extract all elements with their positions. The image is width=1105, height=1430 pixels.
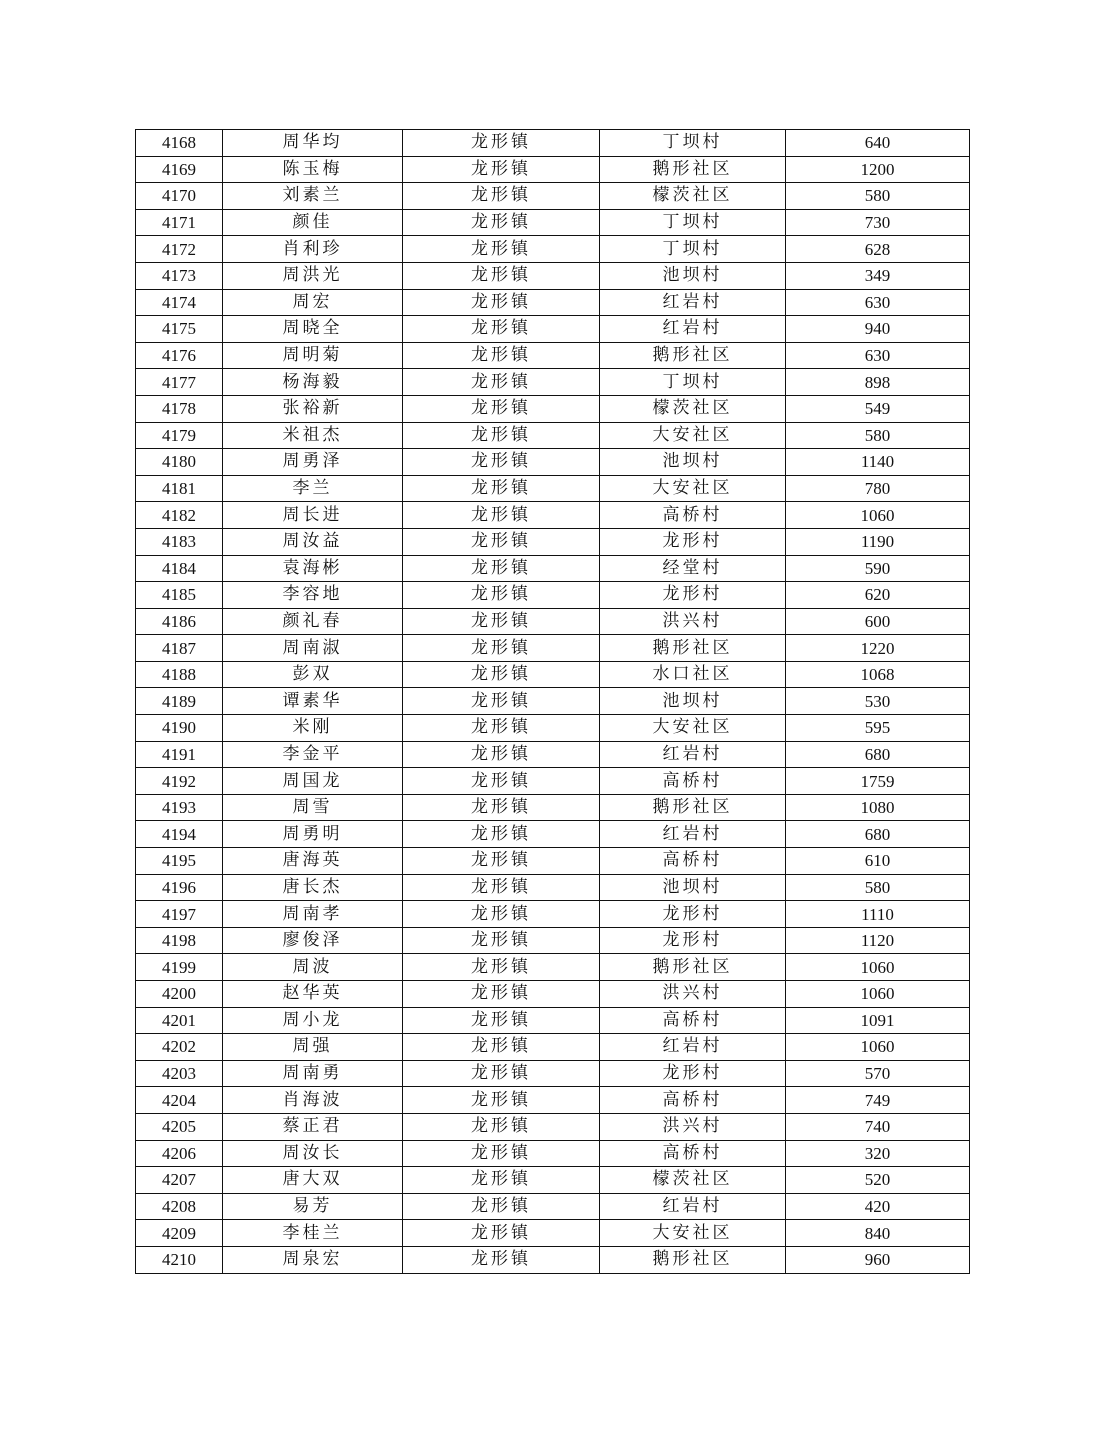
amount-cell: 600	[786, 608, 970, 635]
town-cell: 龙形镇	[403, 1113, 600, 1140]
amount-cell: 940	[786, 316, 970, 343]
row-number-cell: 4204	[136, 1087, 223, 1114]
table-row	[136, 874, 970, 901]
row-number-cell: 4190	[136, 715, 223, 742]
amount-cell: 530	[786, 688, 970, 715]
table-row	[136, 1140, 970, 1167]
amount-cell: 580	[786, 183, 970, 210]
row-number-cell: 4170	[136, 183, 223, 210]
town-cell: 龙形镇	[403, 901, 600, 928]
village-cell: 大安社区	[600, 475, 786, 502]
amount-cell: 595	[786, 715, 970, 742]
table-row	[136, 130, 970, 157]
name-cell: 周勇明	[223, 821, 403, 848]
table-row	[136, 1060, 970, 1087]
name-cell: 李金平	[223, 741, 403, 768]
row-number-cell: 4184	[136, 555, 223, 582]
amount-cell: 640	[786, 130, 970, 157]
table-row	[136, 502, 970, 529]
town-cell: 龙形镇	[403, 582, 600, 609]
amount-cell: 960	[786, 1246, 970, 1273]
village-cell: 红岩村	[600, 821, 786, 848]
amount-cell: 1080	[786, 794, 970, 821]
amount-cell: 549	[786, 395, 970, 422]
village-cell: 丁坝村	[600, 369, 786, 396]
amount-cell: 1200	[786, 156, 970, 183]
name-cell: 周国龙	[223, 768, 403, 795]
village-cell: 池坝村	[600, 688, 786, 715]
amount-cell: 590	[786, 555, 970, 582]
amount-cell: 570	[786, 1060, 970, 1087]
town-cell: 龙形镇	[403, 981, 600, 1008]
town-cell: 龙形镇	[403, 130, 600, 157]
village-cell: 高桥村	[600, 768, 786, 795]
name-cell: 周南淑	[223, 635, 403, 662]
table-row	[136, 1034, 970, 1061]
row-number-cell: 4169	[136, 156, 223, 183]
table-row	[136, 1113, 970, 1140]
town-cell: 龙形镇	[403, 156, 600, 183]
town-cell: 龙形镇	[403, 1167, 600, 1194]
town-cell: 龙形镇	[403, 262, 600, 289]
name-cell: 陈玉梅	[223, 156, 403, 183]
table-row	[136, 608, 970, 635]
amount-cell: 749	[786, 1087, 970, 1114]
town-cell: 龙形镇	[403, 1220, 600, 1247]
village-cell: 龙形村	[600, 528, 786, 555]
village-cell: 大安社区	[600, 1220, 786, 1247]
table-row	[136, 1193, 970, 1220]
row-number-cell: 4186	[136, 608, 223, 635]
village-cell: 高桥村	[600, 848, 786, 875]
amount-cell: 680	[786, 821, 970, 848]
town-cell: 龙形镇	[403, 688, 600, 715]
table-row	[136, 555, 970, 582]
row-number-cell: 4176	[136, 342, 223, 369]
town-cell: 龙形镇	[403, 768, 600, 795]
table-row	[136, 954, 970, 981]
table-row	[136, 768, 970, 795]
amount-cell: 610	[786, 848, 970, 875]
table-row	[136, 236, 970, 263]
village-cell: 龙形村	[600, 901, 786, 928]
table-row	[136, 901, 970, 928]
town-cell: 龙形镇	[403, 661, 600, 688]
amount-cell: 1220	[786, 635, 970, 662]
town-cell: 龙形镇	[403, 927, 600, 954]
row-number-cell: 4178	[136, 395, 223, 422]
amount-cell: 840	[786, 1220, 970, 1247]
town-cell: 龙形镇	[403, 369, 600, 396]
name-cell: 周雪	[223, 794, 403, 821]
name-cell: 周洪光	[223, 262, 403, 289]
row-number-cell: 4201	[136, 1007, 223, 1034]
amount-cell: 349	[786, 262, 970, 289]
table-row	[136, 262, 970, 289]
row-number-cell: 4173	[136, 262, 223, 289]
row-number-cell: 4187	[136, 635, 223, 662]
town-cell: 龙形镇	[403, 1246, 600, 1273]
row-number-cell: 4200	[136, 981, 223, 1008]
row-number-cell: 4181	[136, 475, 223, 502]
table-row	[136, 635, 970, 662]
amount-cell: 1060	[786, 502, 970, 529]
amount-cell: 1120	[786, 927, 970, 954]
amount-cell: 630	[786, 289, 970, 316]
row-number-cell: 4196	[136, 874, 223, 901]
row-number-cell: 4182	[136, 502, 223, 529]
village-cell: 高桥村	[600, 1140, 786, 1167]
name-cell: 周波	[223, 954, 403, 981]
amount-cell: 320	[786, 1140, 970, 1167]
amount-cell: 740	[786, 1113, 970, 1140]
village-cell: 龙形村	[600, 582, 786, 609]
name-cell: 肖利珍	[223, 236, 403, 263]
name-cell: 李容地	[223, 582, 403, 609]
town-cell: 龙形镇	[403, 821, 600, 848]
town-cell: 龙形镇	[403, 741, 600, 768]
table-row	[136, 183, 970, 210]
name-cell: 周华均	[223, 130, 403, 157]
row-number-cell: 4207	[136, 1167, 223, 1194]
name-cell: 唐海英	[223, 848, 403, 875]
village-cell: 丁坝村	[600, 236, 786, 263]
table-row	[136, 209, 970, 236]
village-cell: 红岩村	[600, 316, 786, 343]
town-cell: 龙形镇	[403, 1193, 600, 1220]
table-row	[136, 1007, 970, 1034]
table-row	[136, 821, 970, 848]
name-cell: 周宏	[223, 289, 403, 316]
table-row	[136, 289, 970, 316]
name-cell: 周强	[223, 1034, 403, 1061]
village-cell: 大安社区	[600, 422, 786, 449]
table-row	[136, 582, 970, 609]
town-cell: 龙形镇	[403, 528, 600, 555]
town-cell: 龙形镇	[403, 449, 600, 476]
amount-cell: 628	[786, 236, 970, 263]
village-cell: 高桥村	[600, 1007, 786, 1034]
table-row	[136, 475, 970, 502]
row-number-cell: 4189	[136, 688, 223, 715]
row-number-cell: 4171	[136, 209, 223, 236]
row-number-cell: 4172	[136, 236, 223, 263]
town-cell: 龙形镇	[403, 316, 600, 343]
amount-cell: 1060	[786, 981, 970, 1008]
amount-cell: 680	[786, 741, 970, 768]
town-cell: 龙形镇	[403, 183, 600, 210]
table-row	[136, 395, 970, 422]
town-cell: 龙形镇	[403, 555, 600, 582]
roster-table	[135, 129, 970, 1274]
name-cell: 米刚	[223, 715, 403, 742]
name-cell: 周晓全	[223, 316, 403, 343]
village-cell: 龙形村	[600, 1060, 786, 1087]
table-row	[136, 715, 970, 742]
roster-table-body	[136, 130, 970, 1274]
name-cell: 谭素华	[223, 688, 403, 715]
row-number-cell: 4183	[136, 528, 223, 555]
amount-cell: 580	[786, 422, 970, 449]
village-cell: 檬茨社区	[600, 395, 786, 422]
name-cell: 唐长杰	[223, 874, 403, 901]
amount-cell: 1060	[786, 1034, 970, 1061]
row-number-cell: 4179	[136, 422, 223, 449]
name-cell: 蔡正君	[223, 1113, 403, 1140]
village-cell: 水口社区	[600, 661, 786, 688]
name-cell: 周南勇	[223, 1060, 403, 1087]
table-row	[136, 661, 970, 688]
name-cell: 张裕新	[223, 395, 403, 422]
name-cell: 颜礼春	[223, 608, 403, 635]
village-cell: 鹅形社区	[600, 794, 786, 821]
row-number-cell: 4208	[136, 1193, 223, 1220]
town-cell: 龙形镇	[403, 1087, 600, 1114]
amount-cell: 520	[786, 1167, 970, 1194]
town-cell: 龙形镇	[403, 502, 600, 529]
table-row	[136, 1220, 970, 1247]
name-cell: 米祖杰	[223, 422, 403, 449]
amount-cell: 1110	[786, 901, 970, 928]
village-cell: 龙形村	[600, 927, 786, 954]
table-row	[136, 794, 970, 821]
town-cell: 龙形镇	[403, 1140, 600, 1167]
village-cell: 高桥村	[600, 1087, 786, 1114]
amount-cell: 780	[786, 475, 970, 502]
name-cell: 周长进	[223, 502, 403, 529]
name-cell: 颜佳	[223, 209, 403, 236]
town-cell: 龙形镇	[403, 608, 600, 635]
row-number-cell: 4202	[136, 1034, 223, 1061]
row-number-cell: 4185	[136, 582, 223, 609]
row-number-cell: 4198	[136, 927, 223, 954]
amount-cell: 580	[786, 874, 970, 901]
table-row	[136, 156, 970, 183]
village-cell: 鹅形社区	[600, 954, 786, 981]
town-cell: 龙形镇	[403, 422, 600, 449]
town-cell: 龙形镇	[403, 715, 600, 742]
row-number-cell: 4168	[136, 130, 223, 157]
town-cell: 龙形镇	[403, 395, 600, 422]
village-cell: 经堂村	[600, 555, 786, 582]
village-cell: 洪兴村	[600, 608, 786, 635]
row-number-cell: 4180	[136, 449, 223, 476]
name-cell: 周南孝	[223, 901, 403, 928]
name-cell: 周勇泽	[223, 449, 403, 476]
village-cell: 鹅形社区	[600, 635, 786, 662]
village-cell: 池坝村	[600, 874, 786, 901]
town-cell: 龙形镇	[403, 794, 600, 821]
name-cell: 杨海毅	[223, 369, 403, 396]
table-row	[136, 342, 970, 369]
town-cell: 龙形镇	[403, 236, 600, 263]
row-number-cell: 4203	[136, 1060, 223, 1087]
amount-cell: 898	[786, 369, 970, 396]
town-cell: 龙形镇	[403, 1007, 600, 1034]
row-number-cell: 4197	[136, 901, 223, 928]
town-cell: 龙形镇	[403, 1034, 600, 1061]
town-cell: 龙形镇	[403, 475, 600, 502]
amount-cell: 1140	[786, 449, 970, 476]
row-number-cell: 4194	[136, 821, 223, 848]
row-number-cell: 4210	[136, 1246, 223, 1273]
village-cell: 红岩村	[600, 1034, 786, 1061]
name-cell: 李桂兰	[223, 1220, 403, 1247]
village-cell: 大安社区	[600, 715, 786, 742]
town-cell: 龙形镇	[403, 209, 600, 236]
village-cell: 洪兴村	[600, 981, 786, 1008]
village-cell: 红岩村	[600, 1193, 786, 1220]
table-row	[136, 927, 970, 954]
village-cell: 池坝村	[600, 449, 786, 476]
village-cell: 丁坝村	[600, 130, 786, 157]
name-cell: 周汝益	[223, 528, 403, 555]
village-cell: 鹅形社区	[600, 156, 786, 183]
name-cell: 肖海波	[223, 1087, 403, 1114]
town-cell: 龙形镇	[403, 635, 600, 662]
name-cell: 唐大双	[223, 1167, 403, 1194]
village-cell: 丁坝村	[600, 209, 786, 236]
table-row	[136, 741, 970, 768]
table-row	[136, 316, 970, 343]
row-number-cell: 4206	[136, 1140, 223, 1167]
name-cell: 周小龙	[223, 1007, 403, 1034]
name-cell: 彭双	[223, 661, 403, 688]
row-number-cell: 4193	[136, 794, 223, 821]
row-number-cell: 4174	[136, 289, 223, 316]
table-row	[136, 1246, 970, 1273]
amount-cell: 1759	[786, 768, 970, 795]
amount-cell: 630	[786, 342, 970, 369]
town-cell: 龙形镇	[403, 289, 600, 316]
name-cell: 廖俊泽	[223, 927, 403, 954]
row-number-cell: 4175	[136, 316, 223, 343]
row-number-cell: 4205	[136, 1113, 223, 1140]
village-cell: 鹅形社区	[600, 1246, 786, 1273]
table-row	[136, 422, 970, 449]
village-cell: 鹅形社区	[600, 342, 786, 369]
amount-cell: 730	[786, 209, 970, 236]
town-cell: 龙形镇	[403, 342, 600, 369]
village-cell: 池坝村	[600, 262, 786, 289]
amount-cell: 1068	[786, 661, 970, 688]
village-cell: 红岩村	[600, 289, 786, 316]
table-row	[136, 1087, 970, 1114]
table-row	[136, 449, 970, 476]
amount-cell: 420	[786, 1193, 970, 1220]
amount-cell: 1060	[786, 954, 970, 981]
table-row	[136, 369, 970, 396]
town-cell: 龙形镇	[403, 1060, 600, 1087]
row-number-cell: 4192	[136, 768, 223, 795]
row-number-cell: 4195	[136, 848, 223, 875]
name-cell: 周汝长	[223, 1140, 403, 1167]
row-number-cell: 4209	[136, 1220, 223, 1247]
table-row	[136, 688, 970, 715]
amount-cell: 620	[786, 582, 970, 609]
village-cell: 檬茨社区	[600, 183, 786, 210]
town-cell: 龙形镇	[403, 874, 600, 901]
village-cell: 檬茨社区	[600, 1167, 786, 1194]
name-cell: 刘素兰	[223, 183, 403, 210]
name-cell: 袁海彬	[223, 555, 403, 582]
table-row	[136, 528, 970, 555]
table-row	[136, 981, 970, 1008]
table-row	[136, 1167, 970, 1194]
row-number-cell: 4199	[136, 954, 223, 981]
village-cell: 高桥村	[600, 502, 786, 529]
name-cell: 李兰	[223, 475, 403, 502]
amount-cell: 1091	[786, 1007, 970, 1034]
town-cell: 龙形镇	[403, 954, 600, 981]
name-cell: 周泉宏	[223, 1246, 403, 1273]
village-cell: 洪兴村	[600, 1113, 786, 1140]
name-cell: 易芳	[223, 1193, 403, 1220]
row-number-cell: 4188	[136, 661, 223, 688]
name-cell: 周明菊	[223, 342, 403, 369]
amount-cell: 1190	[786, 528, 970, 555]
village-cell: 红岩村	[600, 741, 786, 768]
row-number-cell: 4177	[136, 369, 223, 396]
name-cell: 赵华英	[223, 981, 403, 1008]
row-number-cell: 4191	[136, 741, 223, 768]
table-row	[136, 848, 970, 875]
town-cell: 龙形镇	[403, 848, 600, 875]
